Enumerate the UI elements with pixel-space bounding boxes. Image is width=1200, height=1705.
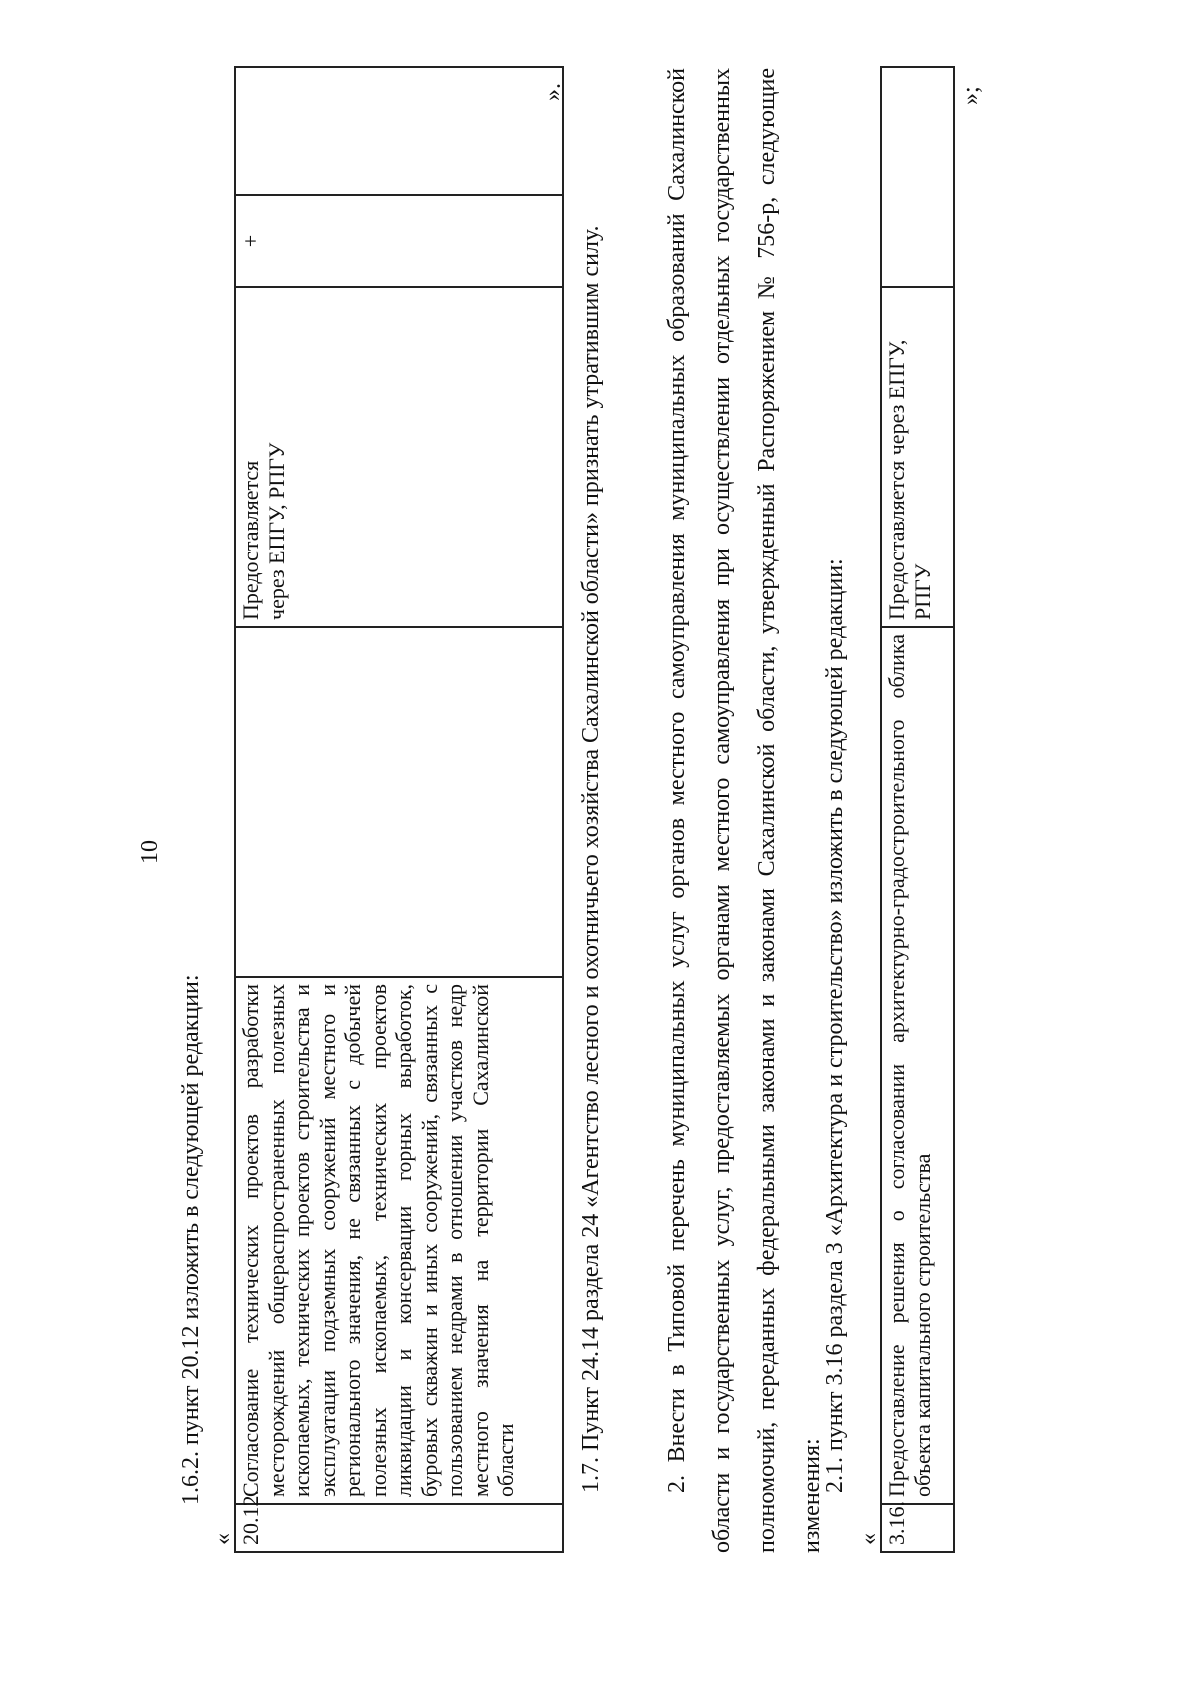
item-1-7: 1.7. Пункт 24.14 раздела 24 «Агентство лесного и охотничьего хозяйства Сахалинской области» признать утратившим силу. bbox=[578, 225, 604, 1493]
quote-open-1: « bbox=[210, 1533, 236, 1545]
service-description: Согласование технических проектов разработки месторождений общераспространенных полезных ископаемых, технических проектов строительства и эксплуатации подземных сооружений местного и регионального значения, не связанных с добычей полезных ископаемых, технических проектов ликвидации и консервации горных выработок, буровых скважин и иных сооружений, связанных с пользованием недрами в отношении участков недр местного значения на территории Сахалинской области bbox=[235, 977, 563, 1504]
table-row bbox=[235, 67, 563, 1552]
table-item-3-16 bbox=[880, 66, 955, 1553]
table-item-20-12 bbox=[234, 66, 564, 1553]
service-description: Предоставление решения о согласовании архитектурно-градостроительного облика объекта капитального строительства bbox=[881, 627, 954, 1504]
empty-cell bbox=[235, 627, 563, 977]
item-1-6-2-intro: 1.6.2. пункт 20.12 изложить в следующей редакции: bbox=[178, 974, 204, 1505]
item-2-1: 2.1. пункт 3.16 раздела 3 «Архитектура и строительство» изложить в следующей редакции: bbox=[822, 558, 848, 1493]
item-number: 20.12. bbox=[235, 1504, 563, 1552]
page-number: 10 bbox=[137, 840, 163, 864]
empty-cell bbox=[235, 67, 563, 195]
empty-cell bbox=[881, 67, 954, 287]
quote-open-2: « bbox=[856, 1533, 882, 1545]
provision-method: Предоставляется через ЕПГУ, РПГУ bbox=[235, 287, 563, 627]
item-2: 2. Внести в Типовой перечень муниципальных услуг органов местного самоуправления муниципальных образований Сахалинской области и государственных услуг, предоставляемых органами местного самоуправления при осуществлении отдельных государственных полномочий, переданных федеральными законами и законами Сахалинской области, утвержденный Распоряжением № 756-р, следующие изменения: bbox=[664, 68, 825, 1553]
quote-close-2: »; bbox=[958, 86, 984, 105]
item-number: 3.16. bbox=[881, 1504, 954, 1552]
quote-close-1: ». bbox=[540, 83, 566, 101]
table-row bbox=[881, 67, 954, 1552]
provision-method: Предоставляется через ЕПГУ, РПГУ bbox=[881, 287, 954, 627]
plus-mark: + bbox=[235, 195, 563, 287]
